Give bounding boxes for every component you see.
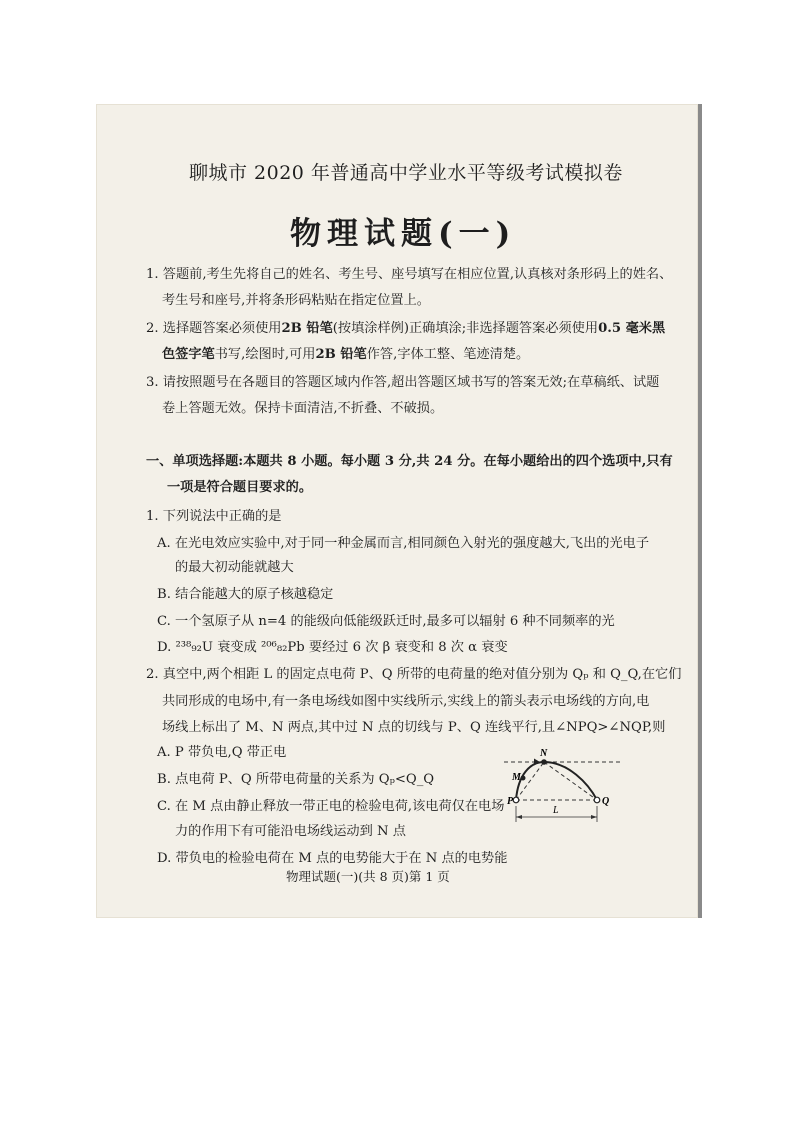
field-direction-arrow — [534, 759, 540, 766]
section-heading-line-1: 一、单项选择题:本题共 8 小题。每小题 3 分,共 24 分。在每小题给出的四个选项中,只有 — [146, 454, 673, 469]
q1-option-a-line-1: A. 在光电效应实验中,对于同一种金属而言,相同颜色入射光的强度越大,飞出的光电子 — [157, 536, 650, 551]
q2-option-b: B. 点电荷 P、Q 所带电荷量的关系为 Qₚ<Q_Q — [157, 772, 435, 787]
q2-stem-line-1: 2. 真空中,两个相距 L 的固定点电荷 P、Q 所带的电荷量的绝对值分别为 Qₚ 和 Q_Q,在它们 — [146, 667, 682, 682]
note-2-line-2: 色签字笔书写,绘图时,可用2B 铅笔作答,字体工整、笔迹清楚。 — [162, 347, 530, 362]
label-p: P — [507, 796, 514, 807]
q2-stem-line-2: 共同形成的电场中,有一条电场线如图中实线所示,实线上的箭头表示电场线的方向,电 — [162, 694, 650, 709]
charge-q — [594, 797, 600, 803]
q1-option-c: C. 一个氢原子从 n=4 的能级向低能级跃迁时,最多可以辐射 6 种不同频率的光 — [157, 614, 615, 629]
label-m: M — [512, 772, 521, 783]
page-footer: 物理试题(一)(共 8 页)第 1 页 — [286, 869, 450, 884]
q2-stem-line-3: 场线上标出了 M、N 两点,其中过 N 点的切线与 P、Q 连线平行,且∠NPQ>∠NQP,则 — [162, 720, 666, 735]
note-1-line-1: 1. 答题前,考生先将自己的姓名、考生号、座号填写在相应位置,认真核对条形码上的姓名、 — [146, 267, 673, 282]
q2-option-a: A. P 带负电,Q 带正电 — [157, 745, 287, 760]
note-2-line-1: 2. 选择题答案必须使用2B 铅笔(按填涂样例)正确填涂;非选择题答案必须使用0.5 毫米黑 — [146, 321, 666, 336]
q1-option-b: B. 结合能越大的原子核越稳定 — [157, 587, 334, 602]
note-1-line-2: 考生号和座号,并将条形码粘贴在指定位置上。 — [162, 293, 430, 308]
label-q: Q — [602, 796, 610, 807]
q2-option-c-line-2: 力的作用下有可能沿电场线运动到 N 点 — [175, 824, 406, 839]
label-l: L — [553, 805, 559, 816]
q1-option-d: D. ²³⁸₉₂U 衰变成 ²⁰⁶₈₂Pb 要经过 6 次 β 衰变和 8 次 α 衰变 — [157, 640, 508, 655]
label-n: N — [540, 748, 548, 759]
note-3-line-1: 3. 请按照题号在各题目的答题区域内作答,超出答题区域书写的答案无效;在草稿纸、试题 — [146, 375, 660, 390]
nq-line — [544, 762, 597, 800]
q2-option-c-line-1: C. 在 M 点由静止释放一带正电的检验电荷,该电荷仅在电场 — [157, 799, 505, 814]
field-line — [516, 762, 597, 800]
q1-stem: 1. 下列说法中正确的是 — [146, 509, 282, 524]
point-n — [541, 759, 547, 765]
electric-field-diagram — [496, 745, 642, 825]
q1-option-a-line-2: 的最大初动能就越大 — [175, 560, 294, 575]
exam-title: 物理试题(一) — [290, 216, 517, 252]
note-3-line-2: 卷上答题无效。保持卡面清洁,不折叠、不破损。 — [162, 401, 444, 416]
section-heading-line-2: 一项是符合题目要求的。 — [167, 480, 313, 495]
q2-option-d: D. 带负电的检验电荷在 M 点的电势能大于在 N 点的电势能 — [157, 851, 508, 866]
exam-subtitle: 聊城市 2020 年普通高中学业水平等级考试模拟卷 — [189, 162, 623, 184]
charge-p — [513, 797, 519, 803]
point-m — [521, 776, 526, 781]
